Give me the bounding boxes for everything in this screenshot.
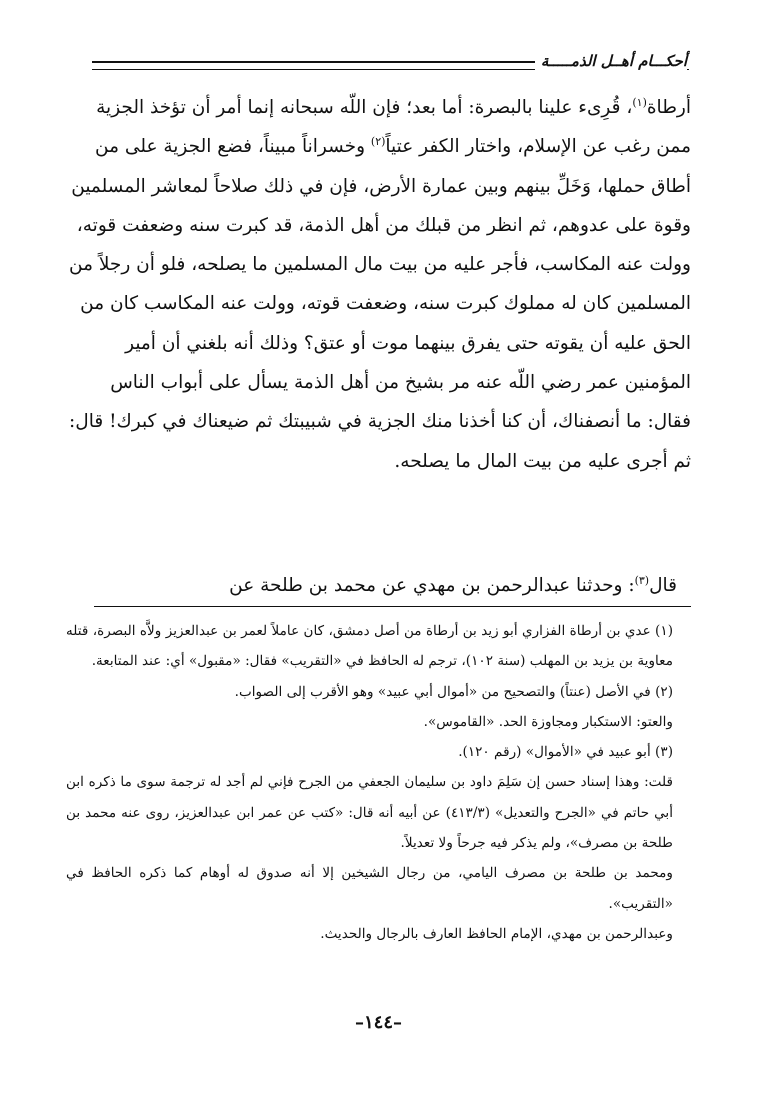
footnote-1: (١) عدي بن أرطاة الفزاري أبو زيد بن أرطاة من أصل دمشق، كان عاملاً لعمر بن عبدالعزيز ولاَّه البصرة، قتله معاوية بن يزيد بن المهلب (سنة ١٠٢)، ترجم له الحافظ في «التقريب» فقال: «مقبول» أي: عند المتابعة. <box>66 623 673 670</box>
footnotes <box>66 616 691 949</box>
chain-text: : وحدثنا عبدالرحمن بن مهدي عن محمد بن طلحة عن <box>229 575 635 596</box>
isnad-line <box>66 571 677 601</box>
header-rule-thick <box>92 61 589 63</box>
footnote-separator <box>94 606 691 607</box>
chain-prefix: قال <box>649 575 677 596</box>
main-text <box>66 88 691 481</box>
footnote-note-2: ومحمد بن طلحة بن مصرف اليامي، من رجال الشيخين إلا أنه صدوق له أوهام كما ذكره الحافظ في «التقريب». <box>66 865 673 912</box>
text-run: أرطاة <box>646 97 691 118</box>
footnote-ref-2: (٢) <box>370 135 386 149</box>
footnote-2: (٢) في الأصل (عنتاً) والتصحيح من «أموال أبي عبيد» وهو الأقرب إلى الصواب. <box>234 683 673 700</box>
footnote-2-gloss: والعتو: الاستكبار ومجاوزة الحد. «القاموس». <box>423 713 673 730</box>
footnote-ref-3: (٣) <box>634 573 650 587</box>
footnote-ref-1: (١) <box>632 95 647 109</box>
paragraph <box>66 88 691 481</box>
running-title: أحكـــام أهــل الذمـــــة <box>535 52 687 70</box>
text-run: ، قُرِىء علينا بالبصرة: أما بعد؛ فإن اللّه سبحانه إنما أمر أن تؤخذ الجزية ممن رغب عن الإسلام، واختار الكفر عتياً <box>96 97 691 158</box>
footnote-note-1: قلت: وهذا إسناد حسن إن سَلِمَ داود بن سليمان الجعفي من الجرح فإني لم أجد له ترجمة سوى ما ذكره ابن أبي حاتم في «الجرح والتعديل» (٤١٣/٣) عن أبيه أنه قال: «كتب عن عمر ابن عبدالعزيز، روى عنه محمد بن طلحة بن مصرف»، ولم يذكر فيه جرحاً ولا تعديلاً. <box>66 774 673 852</box>
footnote-note-3: وعبدالرحمن بن مهدي، الإمام الحافظ العارف بالرجال والحديث. <box>320 925 673 942</box>
page-number: –١٤٤– <box>354 1012 402 1033</box>
footnote-3: (٣) أبو عبيد في «الأموال» (رقم ١٢٠). <box>458 744 673 761</box>
text-run: وخسراناً مبيناً، فضع الجزية على من أطاق حملها، وَخَلِّ بينهم وبين عمارة الأرض، فإن في ذلك صلاحاً لمعاشر المسلمين وقوة على عدوهم، ثم انظر من قبلك من أهل الذمة، قد كبرت سنه وضعفت قوته، وولت عنه المكاسب، فأجر عليه من بيت مال المسلمين ما يصلحه، فلو أن رجلاً من المسلمين كان له مملوك كبرت سنه، وضعفت قوته، وولت عنه المكاسب كان من الحق عليه أن يقوته حتى يفرق بينهما موت أو عتق؟ وذلك أنه بلغني أن أمير المؤمنين عمر رضي اللّه عنه مر بشيخ من أهل الذمة يسأل على أبواب الناس فقال: ما أنصفناك، أن كنا أخذنا منك الجزية في شبيبتك ثم ضيعناك في كبرك! قال: ثم أجرى عليه من بيت المال ما يصلحه. <box>69 136 691 472</box>
